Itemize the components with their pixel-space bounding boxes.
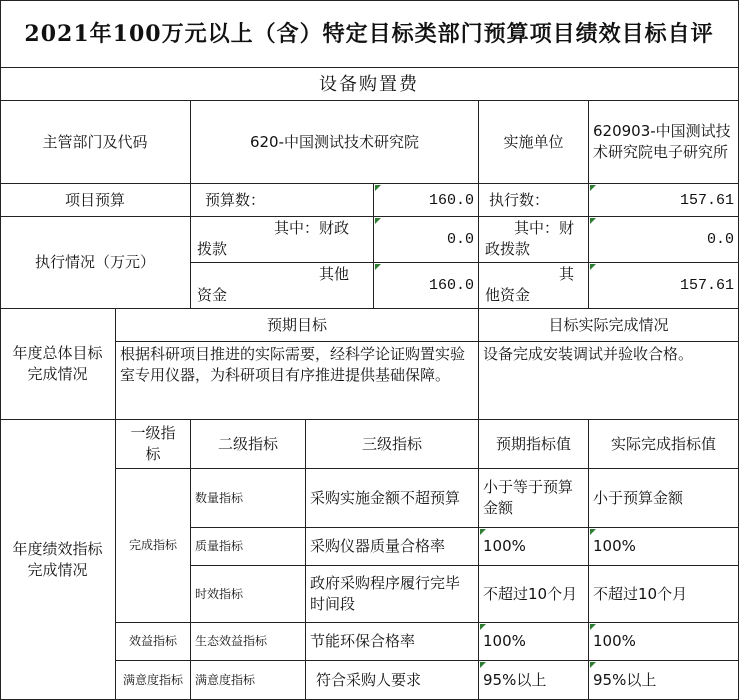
table-row-l2-text: 数量指标 [195, 490, 244, 505]
table-row-timeliness-l3 [306, 566, 479, 623]
table-row-eco-actual [589, 623, 739, 661]
other-exec-label-line1: 其 [558, 265, 574, 283]
fiscal-exec-value [589, 217, 739, 263]
table-row-eco-l2 [191, 623, 306, 661]
fiscal-exec-label-line1: 其中：财 [513, 219, 574, 237]
actual-goal-header [479, 309, 739, 342]
table-row-satisfaction-expected [479, 661, 589, 700]
impl-unit-value-text: 620903-中国测试技术研究院电子研究所 [593, 122, 731, 161]
table-row-l2-text: 时效指标 [195, 586, 244, 601]
table-row-l3-text: 节能环保合格率 [310, 632, 416, 650]
table-row-quantity-actual [589, 469, 739, 528]
header-level1 [116, 420, 191, 469]
exec-amount-value [589, 184, 739, 217]
other-budget-label-line2: 资金 [197, 286, 228, 304]
table-row-l2-text: 质量指标 [195, 539, 244, 553]
expected-goal-header [116, 309, 479, 342]
indicators-label-text: 年度绩效指标完成情况 [12, 539, 103, 579]
l1-satisfaction [116, 661, 191, 700]
table-row-timeliness-expected [479, 566, 589, 623]
table-row-eco-l3 [306, 623, 479, 661]
table-row-actual-text: 95%以上 [593, 670, 657, 689]
fiscal-budget-label [191, 217, 374, 263]
fiscal-budget-value [374, 217, 479, 263]
other-budget-label-line1: 其他 [318, 265, 349, 283]
exec-amount-value-text: 157.61 [679, 191, 734, 209]
impl-unit-value [589, 101, 739, 184]
expected-goal-text [116, 342, 479, 420]
sheet-title-text: 2021年100万元以上（含）特定目标类部门预算项目绩效目标自评 [24, 20, 714, 47]
table-row-quantity-expected [479, 469, 589, 528]
project-name [0, 68, 739, 101]
table-row-timeliness-l2 [191, 566, 306, 623]
other-budget-value-text: 160.0 [428, 277, 474, 294]
table-row-eco-expected [479, 623, 589, 661]
table-row-l3-text: 采购实施金额不超预算 [310, 488, 461, 507]
header-actual-value [589, 420, 739, 469]
fiscal-exec-label-line2: 政拨款 [485, 240, 531, 258]
indicators-label [0, 420, 116, 700]
budget-label [0, 184, 191, 217]
dept-value-text: 620-中国测试技术研究院 [249, 132, 420, 151]
annual-goal-label-text: 年度总体目标完成情况 [12, 344, 103, 383]
l1-benefit [116, 623, 191, 661]
execution-label [0, 217, 191, 309]
budget-amount-label-text: 预算数： [205, 190, 266, 209]
budget-amount-label [191, 184, 374, 217]
table-row-quality-l2 [191, 528, 306, 566]
dept-label [0, 101, 191, 184]
l1-benefit-text: 效益指标 [128, 634, 177, 648]
table-row-expected-text: 95%以上 [483, 670, 547, 689]
actual-goal-content: 设备完成安装调试并验收合格。 [483, 345, 694, 363]
header-level2-text: 二级指标 [217, 434, 278, 453]
expected-goal-header-text: 预期目标 [266, 315, 327, 334]
other-exec-label [479, 263, 589, 309]
header-expected-value-text: 预期指标值 [495, 434, 571, 453]
other-budget-label [191, 263, 374, 309]
table-row-satisfaction-l3 [306, 661, 479, 700]
table-row-l3-text: 符合采购人要求 [316, 670, 422, 689]
table-row-expected-text: 100% [483, 537, 526, 555]
table-row-quality-l3 [306, 528, 479, 566]
other-exec-value-text: 157.61 [679, 277, 734, 294]
impl-unit-label-text: 实施单位 [503, 132, 564, 151]
project-name-text: 设备购置费 [319, 73, 419, 95]
dept-label-text: 主管部门及代码 [42, 132, 148, 151]
header-level1-text: 一级指标 [130, 424, 176, 463]
header-actual-value-text: 实际完成指标值 [610, 434, 716, 453]
table-row-quantity-l2 [191, 469, 306, 528]
budget-amount-value [374, 184, 479, 217]
budget-amount-value-text: 160.0 [428, 191, 474, 209]
sheet-title [0, 0, 739, 68]
header-level3-text: 三级指标 [361, 434, 422, 453]
table-row-satisfaction-actual [589, 661, 739, 700]
table-row-actual-text: 不超过10个月 [593, 584, 688, 603]
actual-goal-header-text: 目标实际完成情况 [548, 315, 669, 334]
l1-completion-text: 完成指标 [128, 538, 177, 552]
table-row-l2-text: 生态效益指标 [195, 634, 268, 648]
exec-amount-label-text: 执行数： [489, 190, 550, 209]
fiscal-exec-value-text: 0.0 [706, 231, 734, 248]
header-level3 [306, 420, 479, 469]
other-exec-label-line2: 他资金 [485, 286, 531, 304]
header-expected-value [479, 420, 589, 469]
exec-amount-label [479, 184, 589, 217]
table-row-actual-text: 100% [593, 537, 636, 555]
fiscal-budget-label-line2: 拨款 [197, 240, 228, 258]
l1-satisfaction-text: 满意度指标 [122, 672, 183, 687]
l1-completion [116, 469, 191, 623]
execution-label-text: 执行情况（万元） [34, 253, 155, 271]
budget-label-text: 项目预算 [64, 190, 125, 209]
table-row-expected-text: 小于等于预算金额 [483, 478, 574, 517]
table-row-timeliness-actual [589, 566, 739, 623]
table-row-actual-text: 100% [593, 632, 636, 650]
other-exec-value [589, 263, 739, 309]
annual-goal-label [0, 309, 116, 420]
dept-value [191, 101, 479, 184]
table-row-satisfaction-l2 [191, 661, 306, 700]
impl-unit-label [479, 101, 589, 184]
other-budget-value [374, 263, 479, 309]
table-row-expected-text: 不超过10个月 [483, 584, 578, 603]
table-row-quality-actual [589, 528, 739, 566]
actual-goal-text [479, 342, 739, 420]
table-row-quantity-l3 [306, 469, 479, 528]
table-row-l3-text: 采购仪器质量合格率 [310, 537, 446, 555]
header-level2 [191, 420, 306, 469]
expected-goal-content: 根据科研项目推进的实际需要，经科学论证购置实验室专用仪器，为科研项目有序推进提供基础保障。 [120, 345, 466, 384]
table-row-l3-text: 政府采购程序履行完毕时间段 [310, 574, 461, 613]
table-row-expected-text: 100% [483, 632, 526, 650]
fiscal-budget-label-line1: 其中：财政 [273, 219, 349, 237]
fiscal-budget-value-text: 0.0 [446, 231, 474, 248]
table-row-l2-text: 满意度指标 [195, 672, 256, 687]
fiscal-exec-label [479, 217, 589, 263]
table-row-quality-expected [479, 528, 589, 566]
table-row-actual-text: 小于预算金额 [593, 488, 684, 507]
